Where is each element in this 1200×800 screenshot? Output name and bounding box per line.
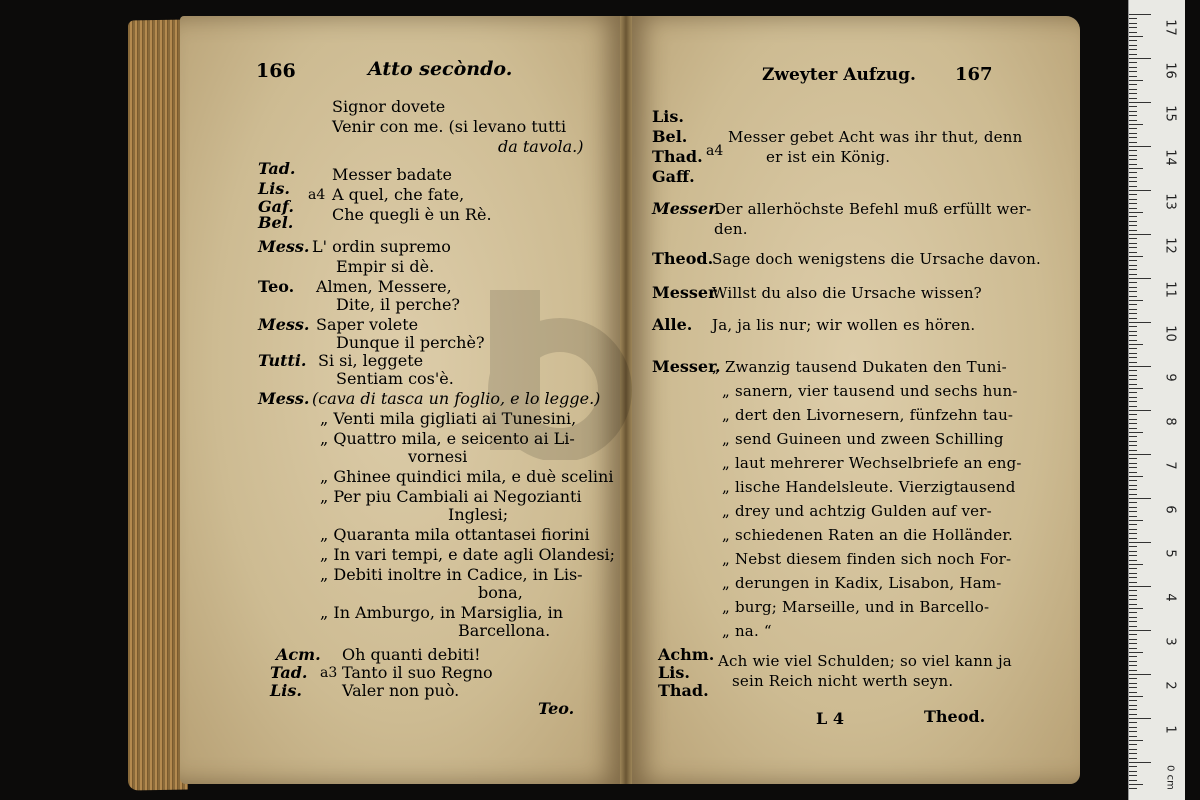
ruler-tick [1129, 788, 1137, 789]
speaker-label: Tutti. [258, 351, 307, 370]
ruler-tick [1129, 247, 1137, 248]
ruler-tick [1129, 181, 1137, 182]
ruler-tick [1129, 498, 1151, 499]
ruler-number: 4 [1162, 593, 1178, 602]
ruler-tick [1129, 159, 1137, 160]
line-text: Der allerhöchste Befehl muß erfüllt wer- [714, 200, 1032, 218]
ruler-number: 11 [1162, 281, 1178, 298]
speaker-label: Theod. [652, 249, 714, 268]
ruler-tick [1129, 546, 1137, 547]
speaker-label: Messer. [652, 357, 721, 376]
ruler-tick [1129, 388, 1143, 389]
ruler-tick [1129, 480, 1137, 481]
ruler-tick [1129, 397, 1137, 398]
ruler-tick [1129, 709, 1137, 710]
ruler-tick [1129, 458, 1137, 459]
speaker-label: Mess. [258, 315, 310, 334]
ruler-number: 9 [1162, 373, 1178, 382]
speaker-label: Lis. [258, 179, 290, 198]
ruler-number: 17 [1162, 19, 1178, 36]
ruler-tick [1129, 445, 1137, 446]
ruler-tick [1129, 106, 1137, 107]
ruler-tick [1129, 656, 1137, 657]
ruler-tick [1129, 573, 1137, 574]
line-text: Willst du also die Ursache wissen? [712, 284, 982, 302]
line-text: Signor dovete [332, 97, 446, 116]
letter-line: „ Zwanzig tausend Dukaten den Tuni- [712, 358, 1007, 376]
right-page-header: Zweyter Aufzug. [762, 65, 916, 85]
line-text: Tanto il suo Regno [342, 663, 493, 682]
line-text: „ Debiti inoltre in Cadice, in Lis- [320, 565, 583, 584]
speaker-label: Thad. [658, 681, 709, 700]
ruler-tick [1129, 674, 1151, 675]
line-text: „ Per piu Cambiali ai Negozianti [320, 487, 582, 506]
ruler-tick [1129, 494, 1137, 495]
ruler-tick [1129, 115, 1137, 116]
ruler-number: 5 [1162, 549, 1178, 558]
ruler-tick [1129, 76, 1137, 77]
line-text: Valer non può. [342, 681, 460, 700]
line-text: Inglesi; [448, 505, 509, 524]
line-text: Ach wie viel Schulden; so viel kann ja [718, 652, 1012, 670]
speaker-label: Acm. [276, 645, 321, 664]
line-text: Almen, Messere, [316, 277, 452, 296]
ruler-tick [1129, 639, 1137, 640]
ruler-tick [1129, 621, 1137, 622]
ruler-tick [1129, 780, 1137, 781]
letter-line: „ Nebst diesem finden sich noch For- [722, 550, 1012, 568]
letter-line: „ derungen in Kadix, Lisabon, Ham- [722, 574, 1002, 592]
ruler-tick [1129, 441, 1137, 442]
speaker-label: Tad. [270, 663, 308, 682]
ruler-tick [1129, 428, 1137, 429]
letter-line: „ drey und achtzig Gulden auf ver- [722, 502, 992, 520]
ruler-tick [1129, 392, 1137, 393]
ruler-tick [1129, 524, 1137, 525]
ruler-tick [1129, 49, 1137, 50]
ruler-tick [1129, 362, 1137, 363]
ruler-tick [1129, 749, 1137, 750]
line-text: bona, [478, 583, 523, 602]
ruler-tick [1129, 736, 1137, 737]
ruler-tick [1129, 124, 1143, 125]
stage-direction: da tavola.) [498, 137, 584, 156]
ruler-tick [1129, 155, 1137, 156]
ruler-tick [1129, 344, 1143, 345]
ruler-tick [1129, 590, 1137, 591]
speaker-label: Lis. [652, 107, 684, 126]
signature-mark: L 4 [816, 709, 844, 728]
ruler-tick [1129, 784, 1143, 785]
ruler-tick [1129, 758, 1137, 759]
ruler-tick [1129, 54, 1137, 55]
ruler-tick [1129, 560, 1137, 561]
ruler-tick [1129, 111, 1137, 112]
ruler-tick [1129, 516, 1137, 517]
left-page-header: Atto secòndo. [368, 58, 513, 80]
ruler-tick [1129, 58, 1151, 59]
ruler-tick [1129, 617, 1137, 618]
ruler-tick [1129, 256, 1143, 257]
ruler-tick [1129, 648, 1137, 649]
ruler-tick [1129, 331, 1137, 332]
line-text: Sage doch wenigstens die Ursache davon. [712, 250, 1041, 268]
ruler-tick [1129, 423, 1137, 424]
ruler-tick [1129, 551, 1137, 552]
ruler-tick [1129, 313, 1137, 314]
ruler-tick [1129, 604, 1137, 605]
ruler-tick [1129, 243, 1137, 244]
letter-line: „ laut mehrerer Wechselbriefe an eng- [722, 454, 1022, 472]
line-text: Si si, leggete [318, 351, 424, 370]
ruler-tick [1129, 762, 1151, 763]
letter-line: „ sanern, vier tausend und sechs hun- [722, 382, 1018, 400]
ruler-tick [1129, 296, 1137, 297]
line-text: Sentiam cos'è. [336, 369, 454, 388]
ruler-tick [1129, 23, 1137, 24]
ruler-tick [1129, 340, 1137, 341]
ruler-tick [1129, 260, 1137, 261]
ruler-tick [1129, 40, 1137, 41]
catchword: Teo. [538, 699, 575, 718]
ruler-tick [1129, 18, 1137, 19]
ruler-number: 14 [1162, 149, 1178, 166]
ruler-tick [1129, 348, 1137, 349]
ruler-tick [1129, 643, 1137, 644]
speaker-label: Mess. [258, 389, 310, 408]
ruler-tick [1129, 766, 1137, 767]
ruler-tick [1129, 472, 1137, 473]
ruler-number: 13 [1162, 193, 1178, 210]
line-text: L' ordin supremo [312, 237, 451, 256]
ruler-tick [1129, 665, 1137, 666]
ruler-tick [1129, 753, 1137, 754]
ruler-number: 8 [1162, 417, 1178, 426]
ruler-tick [1129, 225, 1137, 226]
ruler-tick [1129, 414, 1137, 415]
ruler-tick [1129, 436, 1137, 437]
line-text: Dite, il perche? [336, 295, 461, 314]
line-text: „ Venti mila gigliati ai Tunesini, [320, 409, 577, 428]
ruler-tick [1129, 538, 1137, 539]
letter-line: „ burg; Marseille, und in Barcello- [722, 598, 990, 616]
speaker-label: Gaff. [652, 167, 695, 186]
ruler-tick [1129, 577, 1137, 578]
speaker-label: Gaf. [258, 197, 294, 216]
ruler-tick [1129, 586, 1151, 587]
ruler-number: 7 [1162, 461, 1178, 470]
speaker-label: Teo. [258, 277, 295, 296]
line-text: Messer badate [332, 165, 452, 184]
ruler-tick [1129, 533, 1137, 534]
speaker-label: Mess. [258, 237, 310, 256]
ruler-tick [1129, 700, 1137, 701]
ruler-tick [1129, 221, 1137, 222]
ruler-tick [1129, 190, 1151, 191]
ruler-tick [1129, 98, 1137, 99]
letter-line: „ send Guineen und zween Schilling [722, 430, 1004, 448]
ruler-tick [1129, 608, 1143, 609]
ruler-tick [1129, 626, 1137, 627]
measurement-ruler [1128, 0, 1185, 800]
ruler-tick [1129, 555, 1137, 556]
ruler-tick [1129, 714, 1137, 715]
ruler-tick [1129, 168, 1143, 169]
line-text: Messer gebet Acht was ihr thut, denn [728, 128, 1023, 146]
ruler-tick [1129, 208, 1137, 209]
ruler-tick [1129, 146, 1151, 147]
speaker-label: Lis. [270, 681, 302, 700]
ruler-tick [1129, 335, 1137, 336]
ruler-tick [1129, 282, 1137, 283]
ruler-tick [1129, 722, 1137, 723]
line-text: Saper volete [316, 315, 419, 334]
ruler-tick [1129, 718, 1151, 719]
ruler-tick [1129, 564, 1143, 565]
ruler-tick [1129, 692, 1137, 693]
stage-direction: (cava di tasca un foglio, e lo legge.) [312, 389, 601, 408]
ruler-tick [1129, 520, 1143, 521]
ruler-tick [1129, 269, 1137, 270]
ruler-tick [1129, 476, 1143, 477]
ruler-tick [1129, 274, 1137, 275]
line-text: vornesi [408, 447, 468, 466]
line-text: den. [714, 220, 748, 238]
ruler-tick [1129, 705, 1137, 706]
ruler-tick [1129, 731, 1137, 732]
ruler-tick [1129, 661, 1137, 662]
line-text: „ Quaranta mila ottantasei fiorini [320, 525, 590, 544]
ruler-tick [1129, 511, 1137, 512]
ruler-tick [1129, 489, 1137, 490]
letter-line: „ na. “ [722, 622, 772, 640]
ruler-tick [1129, 406, 1137, 407]
ruler-tick [1129, 278, 1151, 279]
ruler-tick [1129, 670, 1137, 671]
catchword: Theod. [924, 707, 986, 726]
book-gutter [620, 16, 632, 784]
ruler-tick [1129, 687, 1137, 688]
ruler-number: 6 [1162, 505, 1178, 514]
ruler-tick [1129, 599, 1137, 600]
ruler-tick [1129, 419, 1137, 420]
ruler-number: 12 [1162, 237, 1178, 254]
line-text: Ja, ja lis nur; wir wollen es hören. [712, 316, 976, 334]
ruler-tick [1129, 304, 1137, 305]
right-page-number: 167 [955, 64, 993, 85]
ruler-tick [1129, 322, 1151, 323]
ruler-tick [1129, 62, 1137, 63]
ruler-tick [1129, 353, 1137, 354]
ruler-tick [1129, 384, 1137, 385]
ruler-tick [1129, 529, 1137, 530]
ruler-tick [1129, 216, 1137, 217]
ruler-tick [1129, 454, 1151, 455]
speaker-label: Thad. [652, 147, 703, 166]
ruler-number: 2 [1162, 681, 1178, 690]
ruler-tick [1129, 265, 1137, 266]
ruler-tick [1129, 14, 1151, 15]
ruler-tick [1129, 366, 1151, 367]
ruler-tick [1129, 507, 1137, 508]
ruler-tick [1129, 71, 1137, 72]
speaker-label: Bel. [652, 127, 688, 146]
ruler-tick [1129, 172, 1137, 173]
letter-line: „ schiedenen Raten an die Holländer. [722, 526, 1014, 544]
ruler-tick [1129, 568, 1137, 569]
ruler-tick [1129, 467, 1137, 468]
ruler-tick [1129, 291, 1137, 292]
ruler-tick [1129, 133, 1137, 134]
line-text: „ Ghinee quindici mila, e duè scelini [320, 467, 614, 486]
ruler-tick [1129, 696, 1143, 697]
ruler-tick [1129, 203, 1137, 204]
ruler-tick [1129, 634, 1137, 635]
ruler-tick [1129, 727, 1137, 728]
ruler-tick [1129, 326, 1137, 327]
ruler-tick [1129, 287, 1137, 288]
speaker-label: Lis. [658, 663, 690, 682]
ruler-tick [1129, 612, 1137, 613]
line-text: Empir si dè. [336, 257, 435, 276]
ruler-tick [1129, 120, 1137, 121]
speaker-label: Tad. [258, 159, 296, 178]
ruler-tick [1129, 128, 1137, 129]
line-text: Barcellona. [458, 621, 551, 640]
ruler-number: 16 [1162, 62, 1178, 79]
ruler-number: 10 [1162, 325, 1178, 342]
a3-mark: a3 [320, 665, 338, 681]
ruler-tick [1129, 375, 1137, 376]
line-text: „ Quattro mila, e seicento ai Li- [320, 429, 575, 448]
ruler-tick [1129, 234, 1151, 235]
speaker-label: Alle. [652, 315, 693, 334]
ruler-tick [1129, 450, 1137, 451]
ruler-number: 3 [1162, 637, 1178, 646]
ruler-tick [1129, 678, 1137, 679]
letter-line: „ lische Handelsleute. Vierzigtausend [722, 478, 1016, 496]
ruler-tick [1129, 300, 1143, 301]
ruler-number: 15 [1162, 105, 1178, 122]
ruler-unit: 0 cm [1164, 765, 1176, 790]
ruler-tick [1129, 432, 1143, 433]
ruler-tick [1129, 775, 1137, 776]
ruler-tick [1129, 318, 1137, 319]
ruler-tick [1129, 252, 1137, 253]
ruler-tick [1129, 177, 1137, 178]
speaker-label: Messer [652, 283, 717, 302]
line-text: A quel, che fate, [332, 185, 465, 204]
ruler-tick [1129, 410, 1151, 411]
ruler-tick [1129, 142, 1137, 143]
line-text: Che quegli è un Rè. [332, 205, 492, 224]
ruler-tick [1129, 230, 1137, 231]
ruler-number: 1 [1162, 725, 1178, 734]
line-text: Oh quanti debiti! [342, 645, 481, 664]
line-text: „ In vari tempi, e date agli Olandesi; [320, 545, 616, 564]
ruler-tick [1129, 502, 1137, 503]
ruler-tick [1129, 357, 1137, 358]
line-text: er ist ein König. [766, 148, 891, 166]
ruler-tick [1129, 370, 1137, 371]
ruler-tick [1129, 212, 1143, 213]
ruler-tick [1129, 683, 1137, 684]
ruler-tick [1129, 463, 1137, 464]
ruler-tick [1129, 238, 1137, 239]
ruler-tick [1129, 542, 1151, 543]
ruler-tick [1129, 67, 1137, 68]
ruler-tick [1129, 630, 1151, 631]
ruler-tick [1129, 401, 1137, 402]
ruler-tick [1129, 595, 1137, 596]
ruler-tick [1129, 93, 1137, 94]
line-text: „ In Amburgo, in Marsiglia, in [320, 603, 564, 622]
left-page-number: 166 [256, 60, 296, 82]
ruler-tick [1129, 150, 1137, 151]
ruler-tick [1129, 164, 1137, 165]
ruler-tick [1129, 771, 1137, 772]
a4-mark: a4 [308, 187, 326, 203]
book-page-edges [128, 19, 188, 790]
ruler-tick [1129, 89, 1137, 90]
speaker-label: Bel. [258, 213, 294, 232]
ruler-tick [1129, 740, 1143, 741]
ruler-tick [1129, 102, 1151, 103]
line-text: Venir con me. (si levano tutti [332, 117, 567, 136]
a4-mark: a4 [706, 143, 724, 159]
ruler-tick [1129, 45, 1137, 46]
ruler-tick [1129, 582, 1137, 583]
ruler-tick [1129, 199, 1137, 200]
ruler-tick [1129, 652, 1143, 653]
ruler-tick [1129, 27, 1137, 28]
ruler-tick [1129, 485, 1137, 486]
ruler-tick [1129, 36, 1143, 37]
ruler-tick [1129, 744, 1137, 745]
ruler-tick [1129, 309, 1137, 310]
ruler-tick [1129, 186, 1137, 187]
ruler-tick [1129, 379, 1137, 380]
speaker-label: Messer. [652, 199, 721, 218]
ruler-tick [1129, 80, 1143, 81]
line-text: sein Reich nicht werth seyn. [732, 672, 954, 690]
ruler-tick [1129, 32, 1137, 33]
speaker-label: Achm. [658, 645, 715, 664]
ruler-tick [1129, 137, 1137, 138]
ruler-tick [1129, 194, 1137, 195]
ruler-tick [1129, 84, 1137, 85]
letter-line: „ dert den Livornesern, fünfzehn tau- [722, 406, 1014, 424]
line-text: Dunque il perchè? [336, 333, 485, 352]
